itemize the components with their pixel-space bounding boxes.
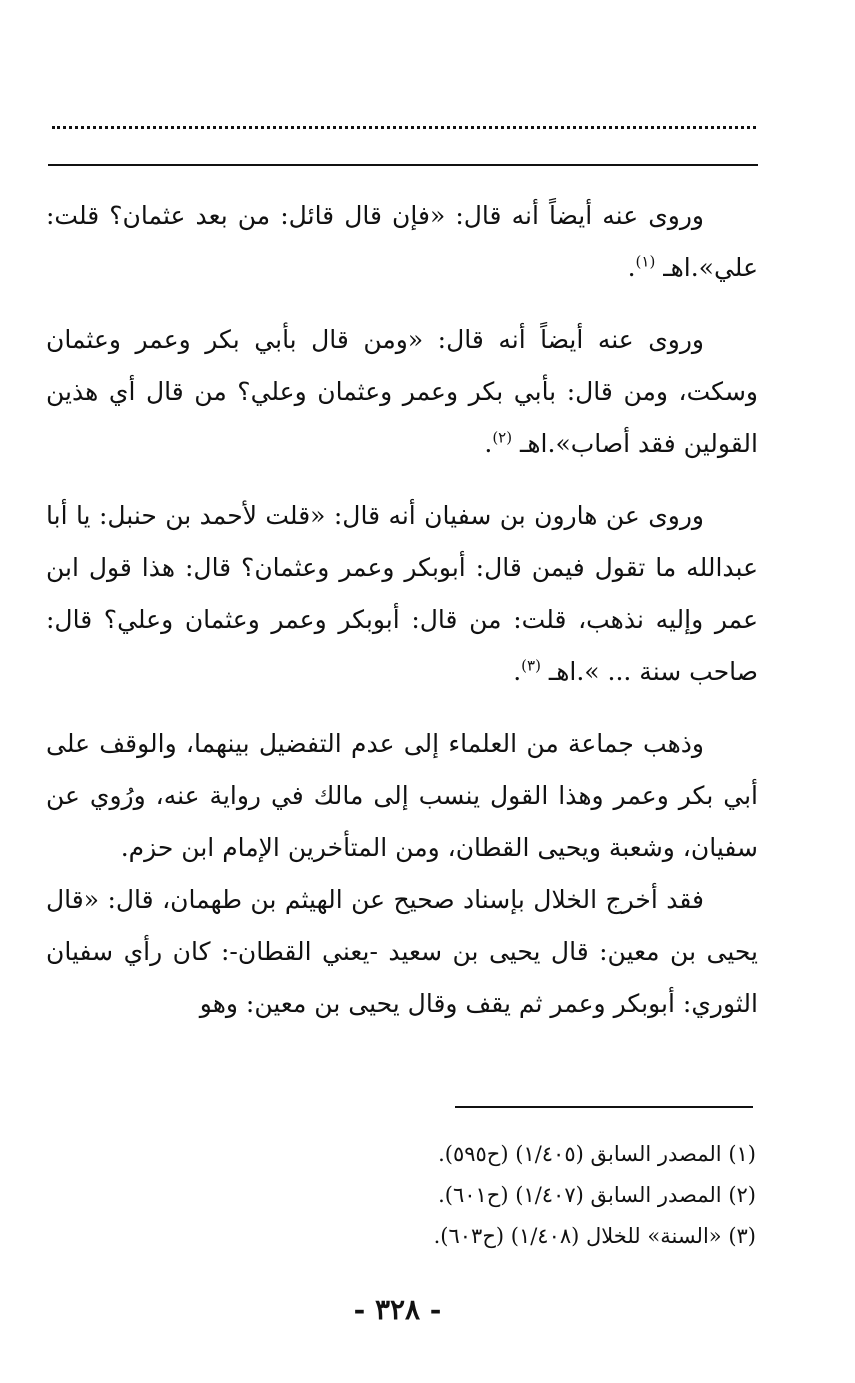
- paragraph-3: وروى عن هارون بن سفيان أنه قال: «قلت لأحمد بن حنبل: يا أبا عبدالله ما تقول فيمن قال: أبوبكر وعمر وعثمان؟ قال: هذا قول ابن عمر وإليه نذهب، قلت: من قال: أبوبكر وعمر وعثمان وعلي؟ قال: صاحب سنة ... ».اهـ $^{(٣)}$.: [46, 501, 758, 686]
- paragraph-4-text: وذهب جماعة من العلماء إلى عدم التفضيل بينهما، والوقف على أبي بكر وعمر وهذا القول ينسب إلى مالك في رواية عنه، ورُوي عن سفيان، وشعبة ويحيى القطان، ومن المتأخرين الإمام ابن حزم.: [46, 729, 758, 862]
- paragraph-4: [46, 718, 758, 874]
- page-number: - ٣٢٨ -: [353, 1293, 442, 1326]
- footnote-ref-2: (٢): [492, 428, 513, 447]
- footnote-2: (٢) المصدر السابق (١/٤٠٧) (ح٦٠١).: [438, 1183, 756, 1207]
- paragraph-5-text: فقد أخرج الخلال بإسناد صحيح عن الهيثم بن طهمان، قال: «قال يحيى بن معين: قال يحيى بن سعيد -يعني القطان-: كان رأي سفيان الثوري: أبوبكر وعمر ثم يقف وقال يحيى بن معين: وهو: [46, 885, 758, 1018]
- dotted-separator: [52, 126, 756, 129]
- paragraph-5: [46, 874, 758, 1030]
- paragraph-1: وروى عنه أيضاً أنه قال: «فإن قال قائل: من بعد عثمان؟ قلت: علي».اهـ $^{(١)}$.: [46, 201, 758, 282]
- paragraph-2-text: وروى عنه أيضاً أنه قال: «ومن قال بأبي بكر وعمر وعثمان وسكت، ومن قال: بأبي بكر وعمر وعثمان وعلي؟ من قال أي هذين القولين فقد أصاب».اهـ: [46, 325, 758, 458]
- paragraph-1-text: وروى عنه أيضاً أنه قال: «فإن قال قائل: من بعد عثمان؟ قلت: علي».اهـ: [46, 201, 758, 282]
- footnote-separator: [455, 1106, 753, 1108]
- footnotes: [120, 1134, 756, 1257]
- footnote-1: (١) المصدر السابق (١/٤٠٥) (ح٥٩٥).: [438, 1142, 756, 1166]
- paragraph-3-text: وروى عن هارون بن سفيان أنه قال: «قلت لأحمد بن حنبل: يا أبا عبدالله ما تقول فيمن قال: أبوبكر وعمر وعثمان؟ قال: هذا قول ابن عمر وإليه نذهب، قلت: من قال: أبوبكر وعمر وعثمان وعلي؟ قال: صاحب سنة ... ».اهـ: [46, 501, 758, 686]
- header-rule: [48, 164, 758, 166]
- paragraph-2: وروى عنه أيضاً أنه قال: «ومن قال بأبي بكر وعمر وعثمان وسكت، ومن قال: بأبي بكر وعمر وعثمان وعلي؟ من قال أي هذين القولين فقد أصاب».اهـ $^{(٢)}$.: [46, 325, 758, 458]
- footnote-3: (٣) «السنة» للخلال (١/٤٠٨) (ح٦٠٣).: [433, 1224, 756, 1248]
- footnote-ref-1: (١): [635, 252, 656, 271]
- main-text: [46, 190, 758, 1030]
- footnote-ref-3: (٣): [521, 656, 541, 675]
